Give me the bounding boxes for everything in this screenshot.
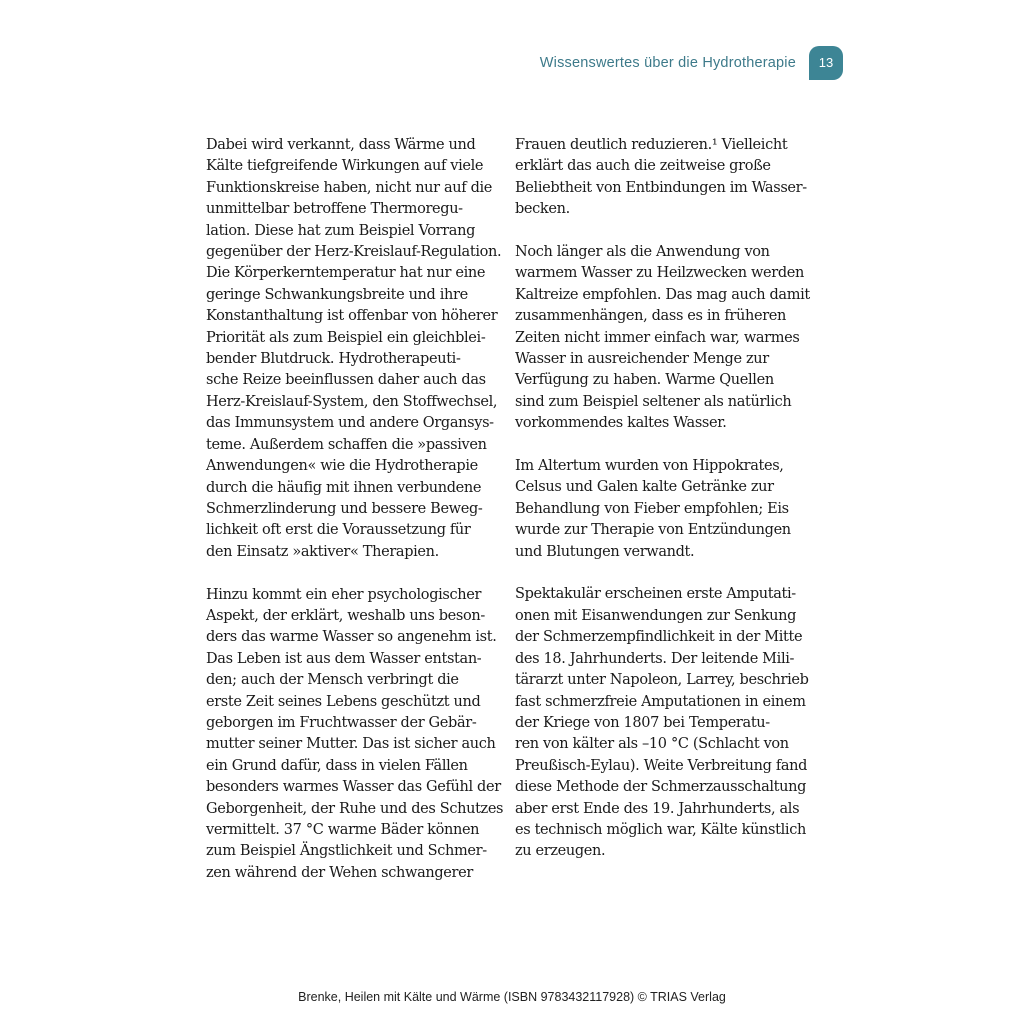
text-line: Dabei wird verkannt, dass Wärme und: [206, 137, 476, 153]
text-line: onen mit Eisanwendungen zur Senkung: [515, 607, 797, 624]
text-line: geborgen im Fruchtwasser der Gebär-: [206, 714, 477, 731]
text-line: es technisch möglich war, Kälte künstlich: [515, 821, 806, 838]
text-line: Geborgenheit, der Ruhe und des Schutzes: [206, 800, 504, 817]
text-line: und Blutungen verwandt.: [515, 543, 695, 560]
text-line: Beliebtheit von Entbindungen im Wasser-: [515, 179, 807, 196]
text-line: lation. Diese hat zum Beispiel Vorrang: [206, 222, 476, 239]
text-line: des 18. Jahrhunderts. Der leitende Mili-: [515, 650, 795, 667]
text-line: Konstanthaltung ist offenbar von höherer: [206, 308, 498, 325]
text-line: aber erst Ende des 19. Jahrhunderts, als: [515, 800, 800, 817]
text-line: Priorität als zum Beispiel ein gleichblei-: [206, 329, 486, 346]
text-line: Spektakulär erscheinen erste Amputati-: [515, 586, 796, 603]
body-paragraph: [206, 135, 502, 563]
text-line: fast schmerzfreie Amputationen in einem: [515, 693, 806, 710]
text-line: Noch länger als die Anwendung von: [515, 244, 770, 261]
body-paragraph: [515, 242, 810, 435]
body-paragraph: [515, 135, 807, 221]
text-line: sind zum Beispiel seltener als natürlich: [515, 393, 792, 410]
text-line: Die Körperkerntemperatur hat nur eine: [206, 265, 486, 282]
text-line: lichkeit oft erst die Voraussetzung für: [206, 522, 471, 539]
page-number-tab: 13: [809, 46, 843, 80]
text-line: becken.: [515, 201, 570, 218]
body-paragraph: [515, 584, 809, 862]
page-footer-credit: Brenke, Heilen mit Kälte und Wärme (ISBN 9783432117928) © TRIAS Verlag: [298, 990, 726, 1004]
body-paragraph: [206, 585, 504, 885]
text-line: bender Blutdruck. Hydrotherapeuti-: [206, 351, 461, 368]
text-line: gegenüber der Herz-Kreislauf-Regulation.: [206, 244, 502, 261]
text-line: wurde zur Therapie von Entzündungen: [515, 522, 791, 539]
text-line: Funktionskreise haben, nicht nur auf die: [206, 179, 493, 196]
text-line: der Kriege von 1807 bei Temperatu-: [515, 714, 770, 731]
text-line: Schmerzlinderung und bessere Beweg-: [206, 500, 483, 517]
text-line: Herz-Kreislauf-System, den Stoffwechsel,: [206, 393, 498, 410]
text-line: Verfügung zu haben. Warme Quellen: [515, 372, 774, 389]
text-line: Anwendungen« wie die Hydrotherapie: [206, 458, 478, 475]
text-line: Behandlung von Fieber empfohlen; Eis: [515, 500, 789, 517]
text-line: Aspekt, der erklärt, weshalb uns beson-: [206, 607, 485, 624]
text-line: unmittelbar betroffene Thermoregu-: [206, 201, 463, 218]
text-line: teme. Außerdem schaffen die »passiven: [206, 436, 487, 453]
text-line: vorkommendes kaltes Wasser.: [515, 415, 727, 432]
text-line: Kälte tiefgreifende Wirkungen auf viele: [206, 158, 484, 175]
text-line: mutter seiner Mutter. Das ist sicher auch: [206, 736, 496, 753]
text-line: Kaltreize empfohlen. Das mag auch damit: [515, 286, 810, 303]
text-line: ren von kälter als –10 °C (Schlacht von: [515, 736, 789, 753]
text-line: Preußisch-Eylau). Weite Verbreitung fand: [515, 757, 808, 774]
text-line: ein Grund dafür, dass in vielen Fällen: [206, 757, 468, 774]
text-line: das Immunsystem und andere Organsys-: [206, 415, 494, 432]
text-line: Celsus und Galen kalte Getränke zur: [515, 479, 774, 496]
text-line: zusammenhängen, dass es in früheren: [515, 308, 787, 325]
text-line: der Schmerzempfindlichkeit in der Mitte: [515, 629, 803, 646]
text-line: erste Zeit seines Lebens geschützt und: [206, 693, 481, 710]
text-line: ders das warme Wasser so angenehm ist.: [206, 629, 497, 646]
text-column-right: [515, 135, 810, 884]
text-line: Zeiten nicht immer einfach war, warmes: [515, 329, 800, 346]
text-line: zen während der Wehen schwangerer: [206, 864, 473, 881]
text-line: Das Leben ist aus dem Wasser entstan-: [206, 650, 482, 667]
text-line: tärarzt unter Napoleon, Larrey, beschrieb: [515, 672, 809, 689]
text-line: Wasser in ausreichender Menge zur: [515, 351, 769, 368]
text-line: durch die häufig mit ihnen verbundene: [206, 479, 482, 496]
body-paragraph: [515, 456, 803, 563]
text-line: Im Altertum wurden von Hippokrates,: [515, 458, 784, 475]
text-line: diese Methode der Schmerzausschaltung: [515, 779, 807, 796]
text-line: geringe Schwankungsbreite und ihre: [206, 286, 468, 303]
text-line: Hinzu kommt ein eher psychologischer: [206, 586, 482, 603]
text-line: Frauen deutlich reduzieren.¹ Vielleicht: [515, 137, 788, 153]
running-head-title: Wissenswertes über die Hydrotherapie: [539, 55, 796, 71]
text-line: den; auch der Mensch verbringt die: [206, 672, 459, 689]
text-line: sche Reize beeinflussen daher auch das: [206, 372, 486, 389]
text-line: erklärt das auch die zeitweise große: [515, 158, 771, 175]
text-line: besonders warmes Wasser das Gefühl der: [206, 779, 501, 796]
text-line: zu erzeugen.: [515, 843, 606, 860]
text-line: zum Beispiel Ängstlichkeit und Schmer-: [206, 843, 487, 860]
text-line: vermittelt. 37 °C warme Bäder können: [206, 821, 480, 838]
text-line: den Einsatz »aktiver« Therapien.: [206, 543, 439, 560]
text-column-left: [206, 135, 504, 906]
text-line: warmem Wasser zu Heilzwecken werden: [515, 265, 805, 282]
